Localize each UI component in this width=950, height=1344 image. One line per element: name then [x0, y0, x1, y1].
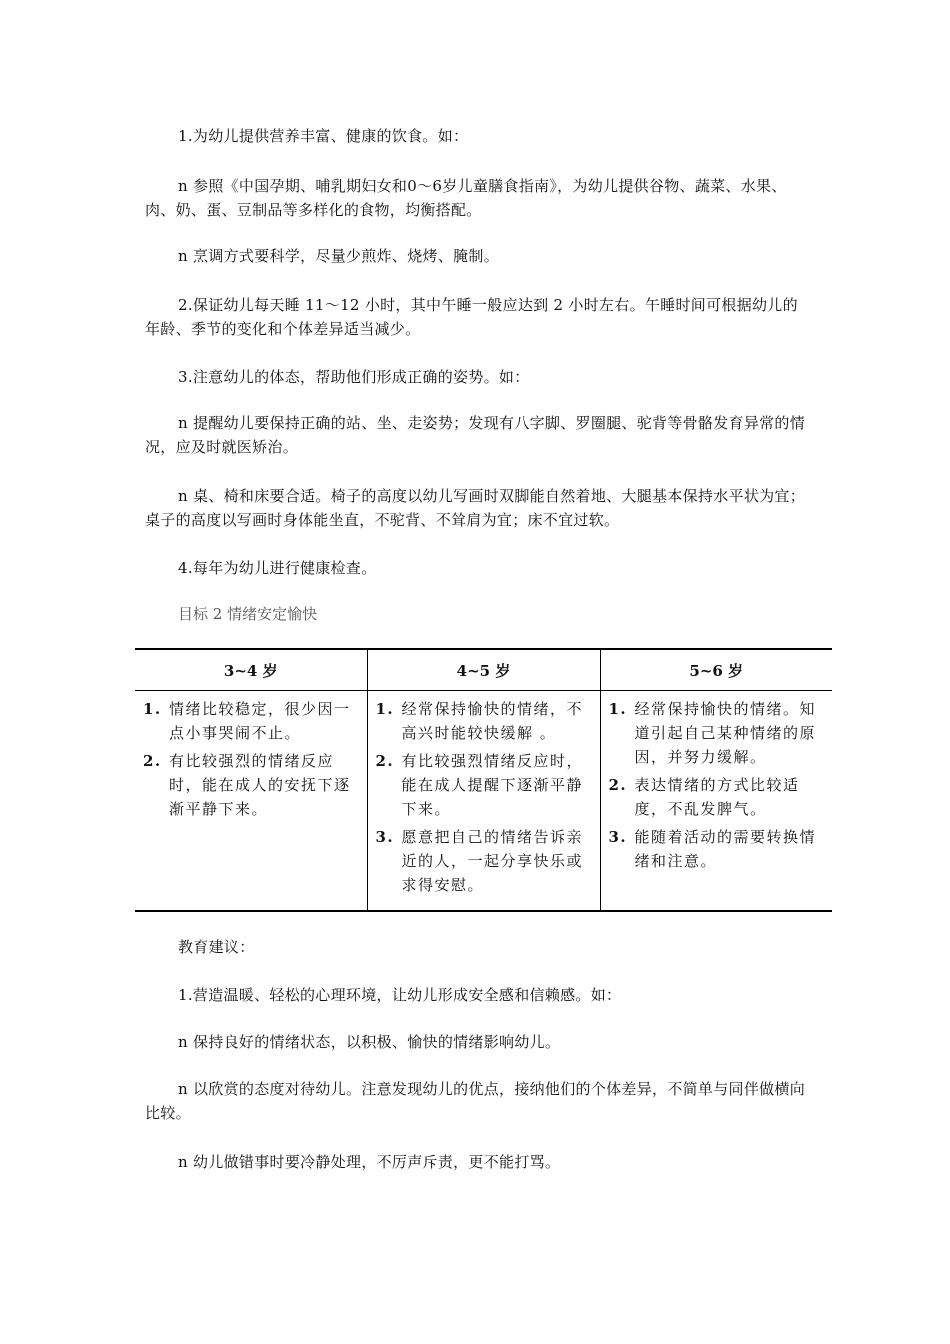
paragraph-furniture: n 桌、椅和床要合适。椅子的高度以幼儿写画时双脚能自然着地、大腿基本保持水平状为宜；桌子的高度以写画时身体能坐直，不驼背、不耸肩为宜；床不宜过软。	[145, 487, 806, 529]
header-age-5-6: 5~6 岁	[600, 649, 832, 691]
education-advice-heading: 教育建议：	[178, 938, 255, 956]
paragraph-calm-handling: n 幼儿做错事时要冷静处理，不厉声斥责，更不能打骂。	[178, 1153, 561, 1171]
paragraph-cooking: n 烹调方式要科学，尽量少煎炸、烧烤、腌制。	[178, 247, 500, 265]
item-number: 1.	[608, 700, 628, 718]
item-number: 1.	[143, 700, 162, 718]
list-item	[376, 749, 592, 821]
item-text: 有比较强烈的情绪反应时，能在成人的安抚下逐渐平静下来。	[169, 752, 351, 818]
paragraph-sleep: 2.保证幼儿每天睡 11～12 小时，其中午睡一般应达到 2 小时左右。午睡时间可根据幼儿的年龄、季节的变化和个体差异适当减少。	[145, 296, 798, 338]
header-age-4-5: 4~5 岁	[367, 649, 600, 691]
header-age-3-4: 3~4 岁	[135, 649, 367, 691]
item-text: 能随着活动的需要转换情绪和注意。	[634, 828, 817, 870]
list-item	[376, 697, 592, 745]
paragraph-posture: 3.注意幼儿的体态，帮助他们形成正确的姿势。如：	[178, 368, 530, 386]
cell-age-5-6	[600, 691, 832, 912]
item-text: 表达情绪的方式比较适度，不乱发脾气。	[634, 776, 800, 818]
goal-title: 目标 2 情绪安定愉快	[178, 605, 318, 623]
paragraph-environment: 1.营造温暖、轻松的心理环境，让幼儿形成安全感和信赖感。如：	[178, 986, 622, 1004]
goal-list	[143, 697, 359, 821]
cell-age-3-4	[135, 691, 367, 912]
item-number: 2.	[608, 776, 628, 794]
list-item	[143, 749, 359, 821]
item-text: 愿意把自己的情绪告诉亲近的人，一起分享快乐或求得安慰。	[401, 828, 584, 894]
goal-table	[135, 648, 832, 912]
paragraph-appreciation: n 以欣赏的态度对待幼儿。注意发现幼儿的优点，接纳他们的个体差异，不简单与同伴做横向比较。	[145, 1080, 806, 1122]
item-text: 情绪比较稳定，很少因一点小事哭闹不止。	[169, 700, 351, 742]
paragraph-diet-guide: n 参照《中国孕期、哺乳期妇女和0～6岁儿童膳食指南》，为幼儿提供谷物、蔬菜、水果、肉、奶、蛋、豆制品等多样化的食物，均衡搭配。	[145, 177, 787, 219]
goal-list	[376, 697, 592, 897]
list-item	[609, 773, 825, 821]
list-item	[609, 697, 825, 769]
cell-age-4-5	[367, 691, 600, 912]
paragraph-emotion-state: n 保持良好的情绪状态，以积极、愉快的情绪影响幼儿。	[178, 1033, 561, 1051]
item-number: 2.	[375, 752, 395, 770]
table-header-row	[135, 649, 832, 691]
item-text: 经常保持愉快的情绪。知道引起自己某种情绪的原因，并努力缓解。	[634, 700, 817, 766]
item-text: 经常保持愉快的情绪，不高兴时能较快缓解 。	[401, 700, 584, 742]
item-text: 有比较强烈情绪反应时，能在成人提醒下逐渐平静下来。	[401, 752, 584, 818]
goal-list	[609, 697, 825, 873]
list-item	[609, 825, 825, 873]
item-number: 1.	[375, 700, 395, 718]
list-item	[143, 697, 359, 745]
table-row	[135, 691, 832, 912]
item-number: 2.	[143, 752, 162, 770]
paragraph-posture-remind: n 提醒幼儿要保持正确的站、坐、走姿势；发现有八字脚、罗圈腿、驼背等骨骼发育异常的情况，应及时就医矫治。	[145, 414, 806, 456]
list-item	[376, 825, 592, 897]
paragraph-checkup: 4.每年为幼儿进行健康检查。	[178, 559, 377, 577]
paragraph-diet: 1.为幼儿提供营养丰富、健康的饮食。如：	[178, 127, 469, 145]
item-number: 3.	[608, 828, 628, 846]
item-number: 3.	[375, 828, 395, 846]
